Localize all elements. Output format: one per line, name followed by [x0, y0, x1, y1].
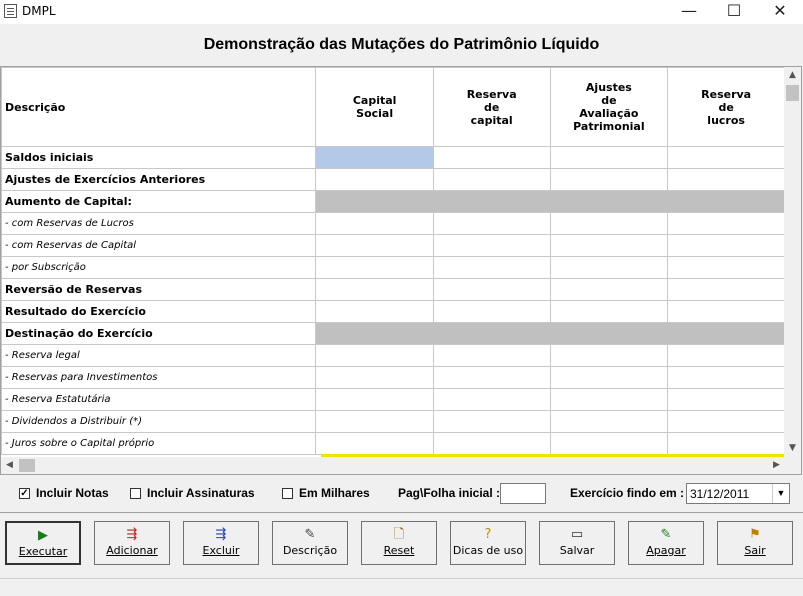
grid-cell[interactable] — [316, 147, 433, 169]
dicas-label: Dicas de uso — [452, 544, 524, 557]
new-document-icon: 🗋 — [393, 527, 405, 542]
grid-cell[interactable] — [316, 279, 433, 301]
grid-cell[interactable] — [550, 235, 668, 257]
salvar-button[interactable] — [539, 521, 615, 565]
status-bar — [0, 578, 803, 596]
grid-cell[interactable] — [668, 169, 785, 191]
table-row — [2, 191, 785, 213]
reset-button[interactable] — [361, 521, 437, 565]
chevron-down-icon[interactable]: ▼ — [772, 484, 789, 503]
grid-cell[interactable] — [550, 147, 668, 169]
grid-cell[interactable] — [668, 147, 785, 169]
apagar-button[interactable] — [628, 521, 704, 565]
exit-icon: ⚑ — [749, 527, 761, 542]
row-label: - com Reservas de Lucros — [2, 213, 316, 235]
grid-cell[interactable] — [668, 279, 785, 301]
table-row — [2, 169, 785, 191]
column-header-4: Reserva de lucros — [668, 68, 785, 147]
save-icon: ▭ — [570, 527, 584, 542]
table-row — [2, 433, 785, 455]
em-milhares-label: Em Milhares — [299, 486, 370, 500]
row-label: - Reserva Estatutária — [2, 389, 316, 411]
table-row — [2, 345, 785, 367]
window-title: DMPL — [22, 4, 56, 18]
grid-cell[interactable] — [668, 301, 785, 323]
delete-row-icon: ⇶ — [215, 527, 227, 542]
grid-cell[interactable] — [316, 367, 433, 389]
grid-cell[interactable] — [668, 433, 785, 455]
grid-cell[interactable] — [316, 257, 433, 279]
row-label: Resultado do Exercício — [2, 301, 316, 323]
dicas-button[interactable] — [450, 521, 526, 565]
divider — [0, 512, 803, 513]
grid-cell[interactable] — [550, 301, 668, 323]
reset-label: Reset — [383, 544, 415, 557]
grid-cell[interactable] — [433, 213, 550, 235]
grid-cell[interactable] — [433, 345, 550, 367]
incluir-assinaturas-checkbox[interactable] — [130, 488, 141, 499]
excluir-label: Excluir — [202, 544, 240, 557]
row-label: - por Subscrição — [2, 257, 316, 279]
column-header-2: Reserva de capital — [433, 68, 550, 147]
title-bar — [0, 0, 803, 24]
row-label: - com Reservas de Capital — [2, 235, 316, 257]
grid-cell[interactable] — [550, 389, 668, 411]
grid-cell[interactable] — [668, 213, 785, 235]
column-header-3: Ajustes de Avaliação Patrimonial — [550, 68, 668, 147]
grid-cell[interactable] — [316, 301, 433, 323]
scroll-down-icon[interactable]: ▼ — [789, 443, 796, 453]
row-label: - Dividendos a Distribuir (*) — [2, 411, 316, 433]
row-label: Reversão de Reservas — [2, 279, 316, 301]
grid-cell[interactable] — [668, 367, 785, 389]
incluir-assinaturas-label: Incluir Assinaturas — [147, 486, 255, 500]
grid-cell[interactable] — [668, 411, 785, 433]
row-label: - Juros sobre o Capital próprio — [2, 433, 316, 455]
grid-cell[interactable] — [433, 389, 550, 411]
grid-cell[interactable] — [433, 235, 550, 257]
scroll-corner — [784, 457, 801, 474]
em-milhares-checkbox[interactable] — [282, 488, 293, 499]
grid-cell[interactable] — [668, 235, 785, 257]
options-bar — [0, 480, 803, 508]
executar-label: Executar — [18, 545, 68, 558]
scroll-left-icon[interactable]: ◀ — [6, 460, 13, 470]
table-row — [2, 235, 785, 257]
grid-cell[interactable] — [550, 411, 668, 433]
sair-label: Sair — [744, 544, 766, 557]
grid-cell[interactable] — [550, 257, 668, 279]
table-row — [2, 411, 785, 433]
scroll-up-icon[interactable]: ▲ — [789, 70, 796, 80]
grid-cell[interactable] — [433, 411, 550, 433]
report-title: Demonstração das Mutações do Patrimônio Líquido — [203, 36, 600, 53]
salvar-label: Salvar — [559, 544, 595, 557]
grid-cell[interactable] — [433, 257, 550, 279]
grid-cell[interactable] — [550, 279, 668, 301]
grid-cell[interactable] — [550, 433, 668, 455]
vertical-scroll-thumb[interactable] — [786, 85, 799, 101]
add-row-icon: ⇶ — [126, 527, 138, 542]
grid-cell[interactable] — [668, 257, 785, 279]
maximize-button[interactable]: ☐ — [726, 1, 742, 20]
row-label: Ajustes de Exercícios Anteriores — [2, 169, 316, 191]
horizontal-scroll-thumb[interactable] — [19, 459, 35, 472]
grid-cell[interactable] — [668, 389, 785, 411]
table-row — [2, 367, 785, 389]
grid-cell[interactable] — [668, 345, 785, 367]
grid-cell[interactable] — [316, 213, 433, 235]
executar-button[interactable] — [5, 521, 81, 565]
grid-cell[interactable] — [433, 367, 550, 389]
row-label: Saldos iniciais — [2, 147, 316, 169]
incluir-notas-label: Incluir Notas — [36, 486, 109, 500]
pag-folha-input[interactable] — [500, 483, 546, 504]
sair-button[interactable] — [717, 521, 793, 565]
action-buttons — [0, 521, 803, 569]
edit-note-icon: ✎ — [304, 527, 316, 542]
app-icon — [4, 4, 17, 18]
adicionar-label: Adicionar — [106, 544, 158, 557]
pag-folha-label: Pag\Folha inicial : — [398, 486, 501, 500]
grid-cell[interactable] — [550, 213, 668, 235]
vertical-scrollbar[interactable] — [784, 67, 801, 457]
table-row — [2, 323, 785, 345]
descricao-label: Descrição — [282, 544, 338, 557]
excluir-button[interactable] — [183, 521, 259, 565]
grid-cell[interactable] — [433, 169, 550, 191]
table-row — [2, 147, 785, 169]
dmpl-grid — [0, 66, 802, 475]
table-row — [2, 279, 785, 301]
run-icon: ▶ — [38, 528, 48, 543]
descricao-button[interactable] — [272, 521, 348, 565]
grid-cell[interactable] — [433, 147, 550, 169]
grid-cell[interactable] — [316, 433, 433, 455]
table-row — [2, 301, 785, 323]
incluir-notas-checkbox[interactable]: ✓ — [20, 488, 29, 499]
table-row — [2, 257, 785, 279]
help-icon: ? — [484, 527, 492, 542]
dmpl-table — [1, 67, 785, 455]
scroll-right-icon[interactable]: ▶ — [773, 460, 780, 470]
column-header-1: Capital Social — [316, 68, 433, 147]
exercicio-select[interactable] — [686, 483, 790, 504]
grid-cell[interactable] — [316, 389, 433, 411]
row-label: - Reserva legal — [2, 345, 316, 367]
grid-cell[interactable] — [433, 433, 550, 455]
grid-cell[interactable] — [316, 169, 433, 191]
exercicio-label: Exercício findo em : — [570, 486, 685, 500]
minimize-button[interactable]: — — [681, 1, 697, 20]
row-label: Destinação do Exercício — [2, 323, 316, 345]
grid-cell[interactable] — [316, 411, 433, 433]
exercicio-value: 31/12/2011 — [690, 487, 750, 501]
table-row — [2, 389, 785, 411]
adicionar-button[interactable] — [94, 521, 170, 565]
erase-icon: ✎ — [660, 527, 672, 542]
apagar-label: Apagar — [646, 544, 686, 557]
grid-cell[interactable] — [550, 367, 668, 389]
grid-cell[interactable] — [433, 301, 550, 323]
column-header-descricao: Descrição — [2, 68, 316, 147]
close-button[interactable]: ✕ — [773, 1, 787, 20]
disabled-cells — [316, 323, 785, 345]
grid-cell[interactable] — [316, 345, 433, 367]
row-label: Aumento de Capital: — [2, 191, 316, 213]
grid-cell[interactable] — [433, 279, 550, 301]
horizontal-scrollbar[interactable] — [1, 457, 785, 474]
grid-cell[interactable] — [550, 169, 668, 191]
grid-cell[interactable] — [550, 345, 668, 367]
row-label: - Reservas para Investimentos — [2, 367, 316, 389]
header-row — [2, 68, 785, 147]
grid-cell[interactable] — [316, 235, 433, 257]
table-row — [2, 213, 785, 235]
disabled-cells — [316, 191, 785, 213]
